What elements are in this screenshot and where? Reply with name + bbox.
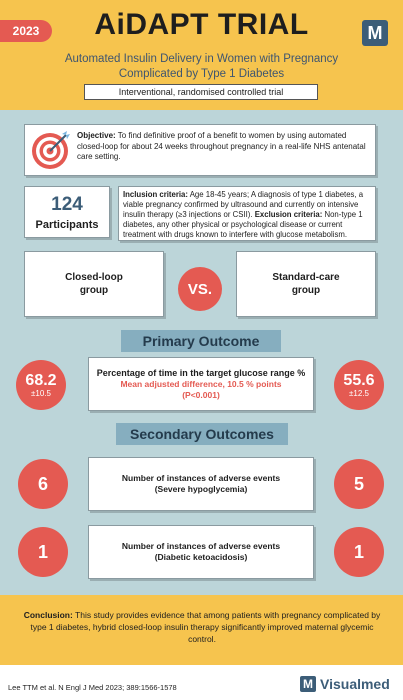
brand-logo-mark: M [300,676,316,692]
citation: Lee TTM et al. N Engl J Med 2023; 389:1566-1578 [8,683,177,692]
criteria-card [118,186,376,241]
year-badge: 2023 [0,20,52,42]
closed-loop-ketoacidosis-count [18,527,68,577]
objective-card [24,124,376,176]
ketoacidosis-outcome-subtitle: (Diabetic ketoacidosis) [154,552,248,562]
ketoacidosis-outcome-card [88,525,314,579]
secondary-outcomes-heading: Secondary Outcomes [116,423,288,445]
closed-loop-primary-mean: 68.2 [25,372,57,389]
visualmed-logo: M [362,20,388,46]
closed-loop-group-card [24,251,164,317]
objective-label: Objective: [77,131,116,140]
standard-care-hypoglycemia-count [334,459,384,509]
standard-care-hypoglycemia-value: 5 [353,473,364,494]
primary-outcome-title: Percentage of time in the target glucose range % [96,368,306,378]
inclusion-text: Age 18-45 years; A diagnosis of type 1 diabetes, a viable pregnancy confirmed by ultrasound and currently on intensive insulin therapy (≥3 injections or CSII). [123,190,364,219]
participants-label: Participants [35,218,99,231]
hypoglycemia-outcome-subtitle: (Severe hypoglycemia) [154,484,248,494]
primary-outcome-difference: Mean adjusted difference, 10.5 % points [120,379,282,389]
primary-outcome-heading: Primary Outcome [121,330,281,352]
hypoglycemia-outcome-title: Number of instances of adverse events [121,472,281,483]
closed-loop-hypoglycemia-count [18,459,68,509]
participants-card [24,186,110,238]
header [0,0,403,110]
vs-badge: VS. [178,267,222,311]
footer [0,665,403,700]
primary-outcome-pvalue: (P<0.001) [182,390,220,400]
closed-loop-hypoglycemia-value: 6 [37,473,48,494]
exclusion-label: Exclusion criteria: [252,210,323,219]
exclusion-text: Non-type 1 diabetes, any other physical or psychological disease or current treatment with drugs known to interfere with glucose metabolism. [123,210,363,239]
target-icon [31,130,71,170]
standard-care-primary-value [334,360,384,410]
standard-care-primary-mean: 55.6 [343,372,375,389]
conclusion-label: Conclusion: [23,610,73,620]
standard-care-primary-sd: ±12.5 [349,389,369,398]
conclusion-body: This study provides evidence that among patients with pregnancy complicated by type 1 diabetes, hybrid closed-loop insulin therapy significantly improved maternal glycemic control. [30,610,381,644]
objective-body: To find definitive proof of a benefit to women by using automated closed-loop for about 24 weeks throughout pregnancy in a real-life NHS antenatal care setting. [77,131,366,161]
objective-text [77,131,371,163]
closed-loop-group-label: Closed-loop group [65,272,123,296]
participant-count: 124 [51,193,83,215]
hypoglycemia-outcome-card [88,457,314,511]
brand-name: Visualmed [320,676,390,692]
standard-care-ketoacidosis-count [334,527,384,577]
inclusion-label: Inclusion criteria: [123,190,188,199]
brand-logo [300,676,390,692]
primary-outcome-card [88,357,314,411]
ketoacidosis-outcome-title: Number of instances of adverse events [121,540,281,551]
closed-loop-primary-value [16,360,66,410]
study-design-label: Interventional, randomised controlled trial [84,84,318,100]
conclusion-section [0,595,403,665]
standard-care-group-label: Standard-care group [272,272,340,296]
standard-care-group-card [236,251,376,317]
subtitle: Automated Insulin Delivery in Women with Pregnancy Complicated by Type 1 Diabetes [64,53,339,80]
conclusion-text [22,609,382,645]
page-title: AiDAPT TRIAL [94,8,309,41]
standard-care-ketoacidosis-value: 1 [353,541,364,562]
closed-loop-primary-sd: ±10.5 [31,389,51,398]
main-panel [0,110,403,595]
closed-loop-ketoacidosis-value: 1 [37,541,48,562]
